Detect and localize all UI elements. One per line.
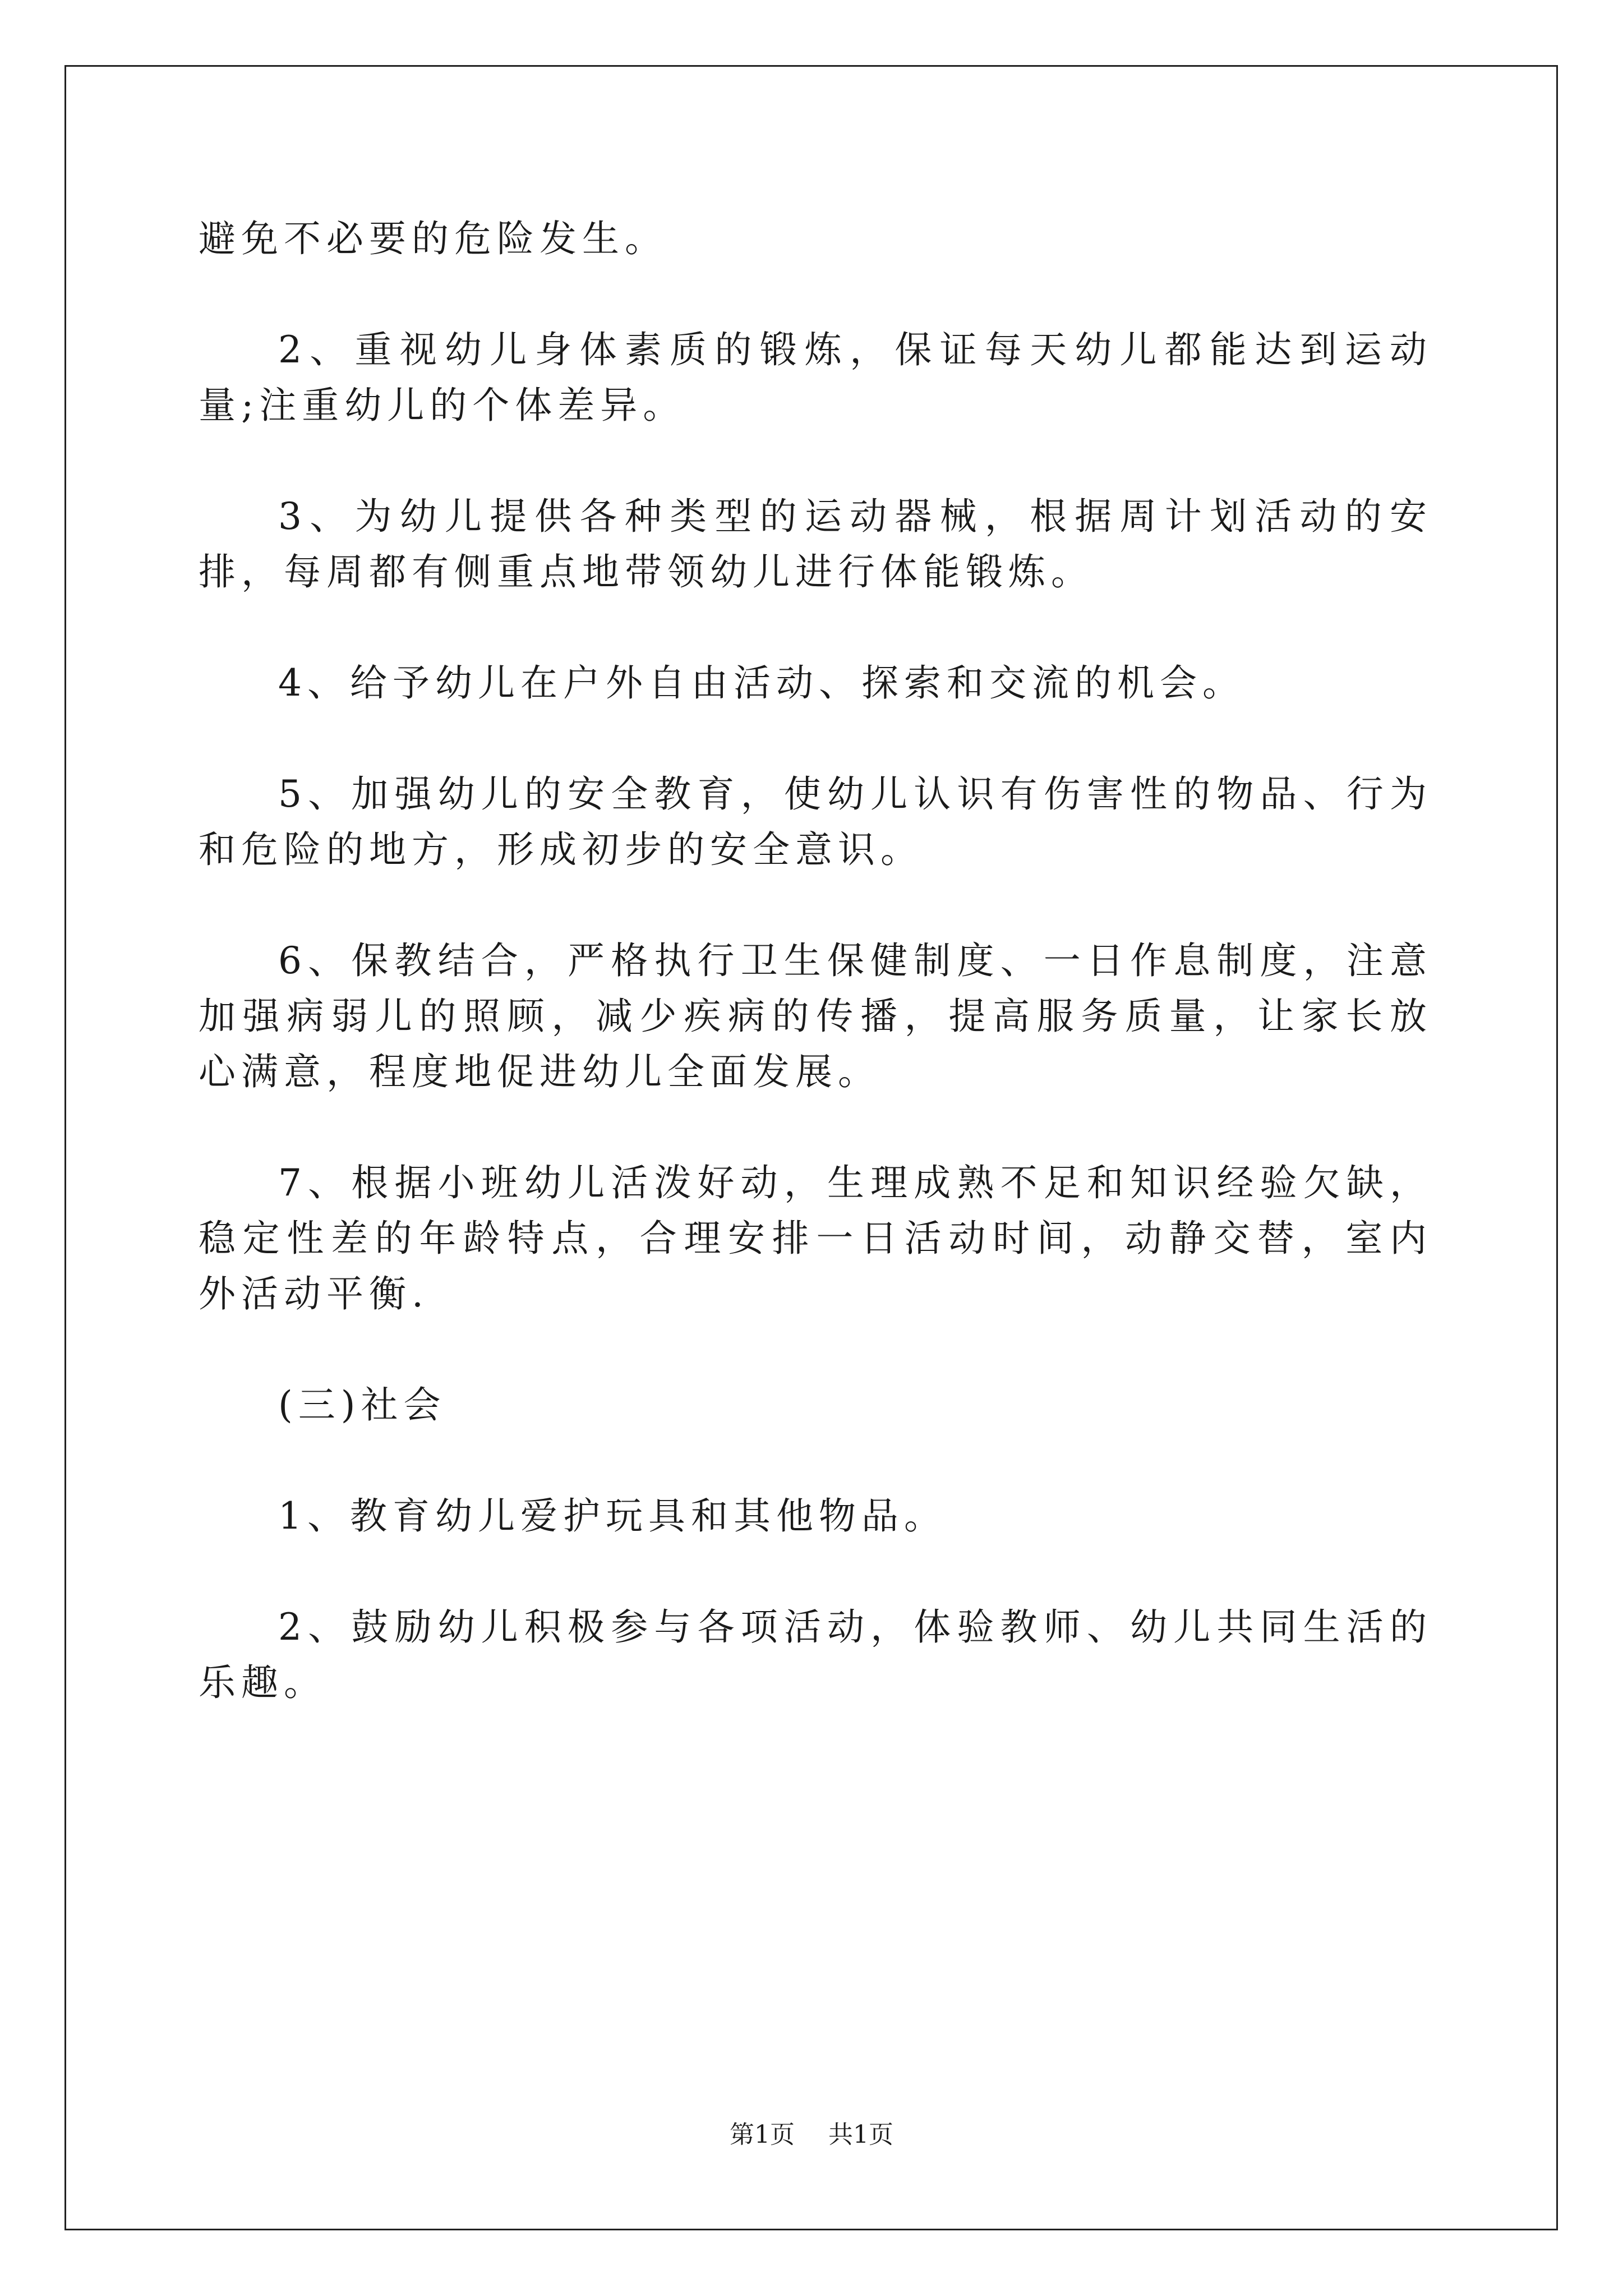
paragraph-continuation: 避免不必要的危险发生。: [199, 217, 667, 260]
page-number: 第1页: [730, 2120, 795, 2149]
paragraph-social-item-1: 1、教育幼儿爱护玩具和其他物品。: [278, 1494, 947, 1538]
paragraph-social-item-2: 2、鼓励幼儿积极参与各项活动，体验教师、幼儿共同生活的乐趣。: [199, 1605, 1432, 1704]
document-body: [199, 211, 1432, 1766]
page-footer: [0, 2118, 1623, 2152]
paragraph-item-7: 7、根据小班幼儿活泼好动，生理成熟不足和知识经验欠缺，稳定性差的年龄特点，合理安排一日活动时间，动静交替，室内外活动平衡.: [199, 1161, 1432, 1315]
paragraph-item-3: 3、为幼儿提供各种类型的运动器械，根据周计划活动的安排，每周都有侧重点地带领幼儿进行体能锻炼。: [199, 495, 1432, 593]
section-heading-social: (三)社会: [278, 1383, 446, 1427]
page-total: 共1页: [828, 2120, 893, 2149]
paragraph-item-4: 4、给予幼儿在户外自由活动、探索和交流的机会。: [278, 661, 1245, 705]
paragraph-item-2: 2、重视幼儿身体素质的锻炼，保证每天幼儿都能达到运动量;注重幼儿的个体差异。: [199, 328, 1432, 427]
paragraph-item-5: 5、加强幼儿的安全教育，使幼儿认识有伤害性的物品、行为和危险的地方，形成初步的安全意识。: [199, 772, 1432, 871]
paragraph-item-6: 6、保教结合，严格执行卫生保健制度、一日作息制度，注意加强病弱儿的照顾，减少疾病的传播，提高服务质量，让家长放心满意，程度地促进幼儿全面发展。: [199, 939, 1432, 1093]
